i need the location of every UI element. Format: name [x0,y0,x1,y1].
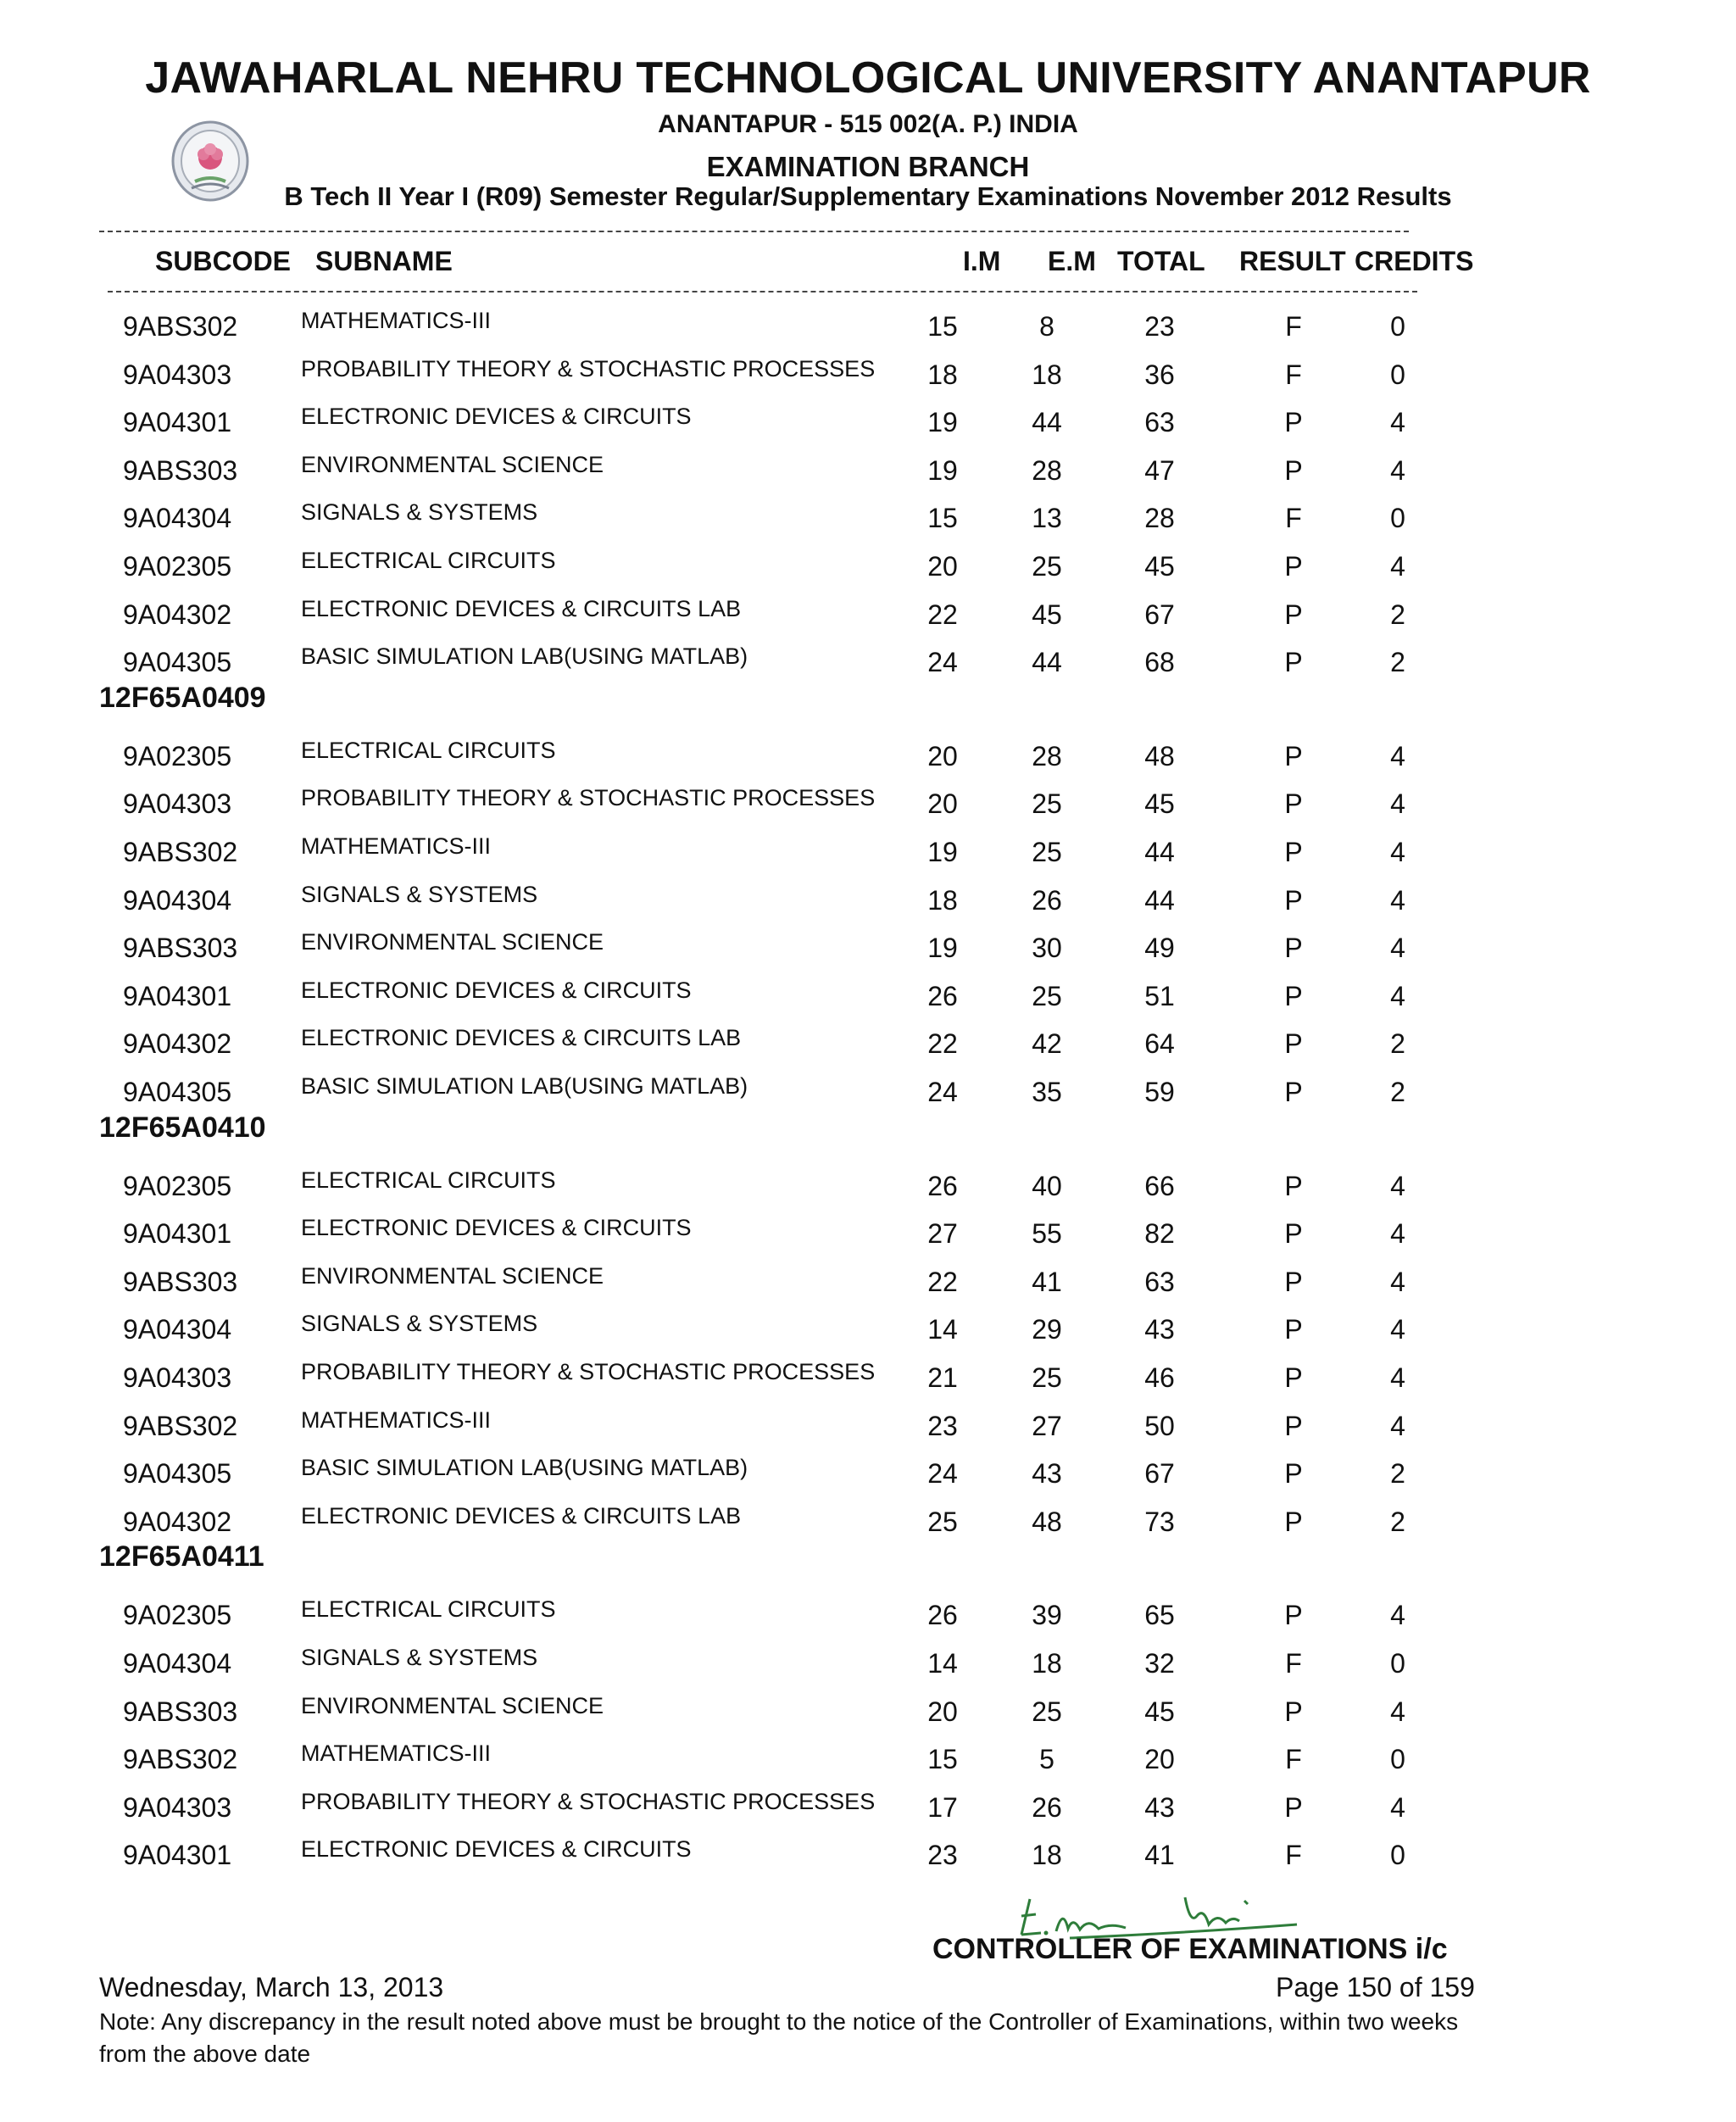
university-title: JAWAHARLAL NEHRU TECHNOLOGICAL UNIVERSITY ANANTAPUR [145,53,1591,103]
cell-em: 45 [1032,599,1062,630]
subject-name: BASIC SIMULATION LAB(USING MATLAB) [301,1455,748,1481]
cell-result: F [1285,1648,1302,1679]
cell-total: 59 [1144,1077,1175,1107]
student-id: 12F65A0409 [99,681,266,714]
cell-result: P [1284,647,1303,678]
subject-code: 9ABS302 [123,1410,238,1441]
cell-result: P [1284,1266,1303,1297]
student-id: 12F65A0411 [99,1540,264,1573]
subject-code: 9A04305 [123,1077,232,1107]
cell-im: 17 [927,1791,958,1823]
cell-result: P [1284,1600,1303,1631]
cell-result: P [1284,1791,1303,1823]
subject-name: ELECTRONIC DEVICES & CIRCUITS LAB [301,1025,742,1051]
subject-name: ELECTRONIC DEVICES & CIRCUITS [301,1836,692,1863]
cell-credits: 0 [1390,1840,1405,1871]
cell-im: 19 [927,454,958,486]
cell-im: 24 [927,647,958,678]
page-number: Page 150 of 159 [1276,1972,1475,2002]
cell-em: 28 [1032,740,1062,771]
cell-total: 36 [1144,359,1175,390]
subject-code: 9A04304 [123,503,232,534]
cell-credits: 4 [1390,454,1405,486]
cell-total: 64 [1144,1028,1175,1060]
cell-im: 15 [927,1744,958,1775]
cell-im: 23 [927,1410,958,1441]
cell-credits: 4 [1390,980,1405,1011]
cell-total: 23 [1144,311,1175,342]
cell-result: P [1284,1218,1303,1250]
cell-em: 25 [1032,551,1062,582]
cell-im: 25 [927,1506,958,1537]
cell-em: 18 [1032,1648,1062,1679]
subject-code: 9A04303 [123,1362,232,1393]
column-header-subcode: SUBCODE [155,246,292,276]
subject-name: SIGNALS & SYSTEMS [301,1311,538,1337]
column-header-em: E.M [1048,246,1096,276]
subject-name: MATHEMATICS-III [301,1740,491,1767]
cell-credits: 4 [1390,1410,1405,1441]
subject-name: ENVIRONMENTAL SCIENCE [301,929,604,955]
cell-em: 25 [1032,1696,1062,1727]
cell-em: 25 [1032,788,1062,820]
cell-total: 41 [1144,1840,1175,1871]
cell-total: 66 [1144,1170,1175,1201]
cell-result: F [1285,359,1302,390]
subject-code: 9A04303 [123,788,232,820]
cell-im: 19 [927,933,958,964]
cell-credits: 4 [1390,1314,1405,1345]
subject-code: 9ABS303 [123,933,238,964]
subject-name: ELECTRICAL CIRCUITS [301,737,556,763]
cell-em: 13 [1032,503,1062,534]
cell-result: P [1284,980,1303,1011]
cell-credits: 4 [1390,884,1405,916]
cell-em: 42 [1032,1028,1062,1060]
subject-code: 9A04304 [123,1314,232,1345]
cell-im: 26 [927,1600,958,1631]
cell-total: 47 [1144,454,1175,486]
cell-em: 26 [1032,884,1062,916]
student-id: 12F65A0410 [99,1111,266,1144]
cell-credits: 2 [1390,647,1405,678]
cell-result: P [1284,1170,1303,1201]
cell-total: 28 [1144,503,1175,534]
subject-name: ENVIRONMENTAL SCIENCE [301,1692,604,1718]
cell-em: 29 [1032,1314,1062,1345]
cell-im: 19 [927,837,958,867]
subject-name: ENVIRONMENTAL SCIENCE [301,451,604,477]
cell-im: 27 [927,1218,958,1250]
subject-name: ELECTRICAL CIRCUITS [301,548,556,573]
cell-total: 45 [1144,1696,1175,1727]
cell-em: 28 [1032,454,1062,486]
cell-im: 15 [927,311,958,342]
subject-name: MATHEMATICS-III [301,1406,491,1433]
cell-im: 24 [927,1458,958,1490]
cell-em: 35 [1032,1077,1062,1107]
cell-result: P [1284,1696,1303,1727]
cell-em: 40 [1032,1170,1062,1201]
cell-im: 20 [927,1696,958,1727]
cell-credits: 0 [1390,311,1405,342]
cell-im: 26 [927,980,958,1011]
cell-credits: 4 [1390,1218,1405,1250]
cell-credits: 2 [1390,1458,1405,1490]
subject-name: MATHEMATICS-III [301,308,491,333]
subject-code: 9A02305 [123,551,232,582]
cell-total: 45 [1144,551,1175,582]
cell-total: 44 [1144,884,1175,916]
cell-credits: 2 [1390,1506,1405,1537]
cell-em: 18 [1032,359,1062,390]
cell-em: 25 [1032,980,1062,1011]
cell-credits: 4 [1390,740,1405,771]
subject-code: 9ABS303 [123,1266,238,1297]
subject-name: PROBABILITY THEORY & STOCHASTIC PROCESSES [301,1359,876,1384]
cell-result: F [1285,1840,1302,1871]
subject-name: ENVIRONMENTAL SCIENCE [301,1262,604,1289]
subject-name: PROBABILITY THEORY & STOCHASTIC PROCESSES [301,785,876,811]
cell-im: 20 [927,551,958,582]
cell-total: 45 [1144,788,1175,820]
cell-credits: 0 [1390,1648,1405,1679]
cell-result: P [1284,454,1303,486]
cell-credits: 2 [1390,1077,1405,1107]
subject-code: 9A04301 [123,1218,232,1250]
cell-result: P [1284,740,1303,771]
cell-credits: 0 [1390,359,1405,390]
subject-name: SIGNALS & SYSTEMS [301,881,538,907]
cell-em: 26 [1032,1791,1062,1823]
column-header-subname: SUBNAME [315,246,453,276]
university-seal-icon [170,119,251,203]
subject-name: BASIC SIMULATION LAB(USING MATLAB) [301,1073,748,1099]
subject-name: ELECTRONIC DEVICES & CIRCUITS [301,977,692,1003]
cell-em: 5 [1039,1744,1054,1775]
cell-im: 14 [927,1314,958,1345]
cell-credits: 4 [1390,1266,1405,1297]
cell-credits: 4 [1390,551,1405,582]
cell-total: 73 [1144,1506,1175,1537]
subject-code: 9ABS303 [123,1696,238,1727]
cell-em: 44 [1032,407,1062,438]
cell-credits: 0 [1390,1744,1405,1775]
cell-total: 63 [1144,407,1175,438]
cell-result: P [1284,1506,1303,1537]
cell-im: 22 [927,1028,958,1060]
subject-code: 9A02305 [123,1170,232,1201]
cell-result: P [1284,1077,1303,1107]
report-date: Wednesday, March 13, 2013 [99,1972,444,2002]
cell-credits: 4 [1390,788,1405,820]
cell-total: 82 [1144,1218,1175,1250]
cell-result: P [1284,1458,1303,1490]
cell-credits: 4 [1390,1600,1405,1631]
cell-result: F [1285,503,1302,534]
subject-code: 9A02305 [123,740,232,771]
cell-total: 48 [1144,740,1175,771]
cell-im: 18 [927,359,958,390]
subject-name: SIGNALS & SYSTEMS [301,499,538,526]
cell-total: 50 [1144,1410,1175,1441]
cell-credits: 4 [1390,837,1405,867]
cell-credits: 4 [1390,1362,1405,1393]
cell-credits: 4 [1390,933,1405,964]
cell-im: 18 [927,884,958,916]
cell-result: F [1285,311,1302,342]
cell-result: F [1285,1744,1302,1775]
discrepancy-note: Note: Any discrepancy in the result noted above must be brought to the notice of the Controller of Examinations, within two weeks from the above date [99,2008,1459,2067]
subject-name: ELECTRICAL CIRCUITS [301,1167,556,1193]
subject-code: 9A04303 [123,1791,232,1823]
cell-im: 22 [927,1266,958,1297]
cell-em: 55 [1032,1218,1062,1250]
subject-code: 9A04301 [123,1840,232,1871]
column-header-result: RESULT [1239,246,1346,276]
subject-name: ELECTRONIC DEVICES & CIRCUITS LAB [301,1502,742,1529]
cell-result: P [1284,551,1303,582]
subject-code: 9A04305 [123,1458,232,1490]
cell-em: 27 [1032,1410,1062,1441]
cell-result: P [1284,1410,1303,1441]
cell-total: 67 [1144,1458,1175,1490]
cell-im: 24 [927,1077,958,1107]
cell-credits: 0 [1390,503,1405,534]
cell-credits: 2 [1390,1028,1405,1060]
cell-result: P [1284,884,1303,916]
cell-im: 20 [927,740,958,771]
cell-total: 68 [1144,647,1175,678]
cell-im: 21 [927,1362,958,1393]
controller-signature-label: CONTROLLER OF EXAMINATIONS i/c [932,1933,1448,1965]
subject-code: 9ABS302 [123,837,238,867]
cell-total: 63 [1144,1266,1175,1297]
cell-result: P [1284,1028,1303,1060]
column-header-im: I.M [963,246,1001,276]
subject-name: MATHEMATICS-III [301,833,491,859]
subject-code: 9A04301 [123,407,232,438]
cell-total: 51 [1144,980,1175,1011]
subject-code: 9A04304 [123,1648,232,1679]
subject-name: ELECTRONIC DEVICES & CIRCUITS [301,404,692,430]
cell-im: 20 [927,788,958,820]
subject-code: 9A04301 [123,980,232,1011]
branch-title: EXAMINATION BRANCH [706,151,1030,182]
exam-title: B Tech II Year I (R09) Semester Regular/Supplementary Examinations November 2012 Results [284,181,1452,211]
cell-result: P [1284,599,1303,630]
subject-code: 9ABS303 [123,454,238,486]
cell-em: 25 [1032,837,1062,867]
subject-name: PROBABILITY THEORY & STOCHASTIC PROCESSES [301,355,876,382]
cell-im: 19 [927,407,958,438]
subject-code: 9A04302 [123,1506,232,1537]
cell-im: 14 [927,1648,958,1679]
subject-name: PROBABILITY THEORY & STOCHASTIC PROCESSES [301,1788,876,1814]
cell-total: 65 [1144,1600,1175,1631]
subject-name: ELECTRICAL CIRCUITS [301,1596,556,1623]
address: ANANTAPUR - 515 002(A. P.) INDIA [658,110,1078,138]
cell-em: 48 [1032,1506,1062,1537]
cell-result: P [1284,837,1303,867]
subject-code: 9A04302 [123,1028,232,1060]
header-divider [108,291,1417,292]
cell-im: 23 [927,1840,958,1871]
cell-em: 44 [1032,647,1062,678]
subject-code: 9A04304 [123,884,232,916]
cell-total: 43 [1144,1314,1175,1345]
cell-total: 67 [1144,599,1175,630]
cell-total: 32 [1144,1648,1175,1679]
cell-total: 44 [1144,837,1175,867]
subject-name: SIGNALS & SYSTEMS [301,1645,538,1670]
subject-code: 9A04303 [123,359,232,390]
cell-total: 43 [1144,1791,1175,1823]
subject-code: 9A04302 [123,599,232,630]
cell-result: P [1284,933,1303,964]
subject-name: ELECTRONIC DEVICES & CIRCUITS [301,1215,692,1241]
cell-em: 25 [1032,1362,1062,1393]
column-header-total: TOTAL [1117,246,1205,276]
cell-credits: 2 [1390,599,1405,630]
cell-im: 26 [927,1170,958,1201]
top-divider [99,231,1409,232]
cell-em: 39 [1032,1600,1062,1631]
cell-em: 18 [1032,1840,1062,1871]
subject-code: 9A04305 [123,647,232,678]
cell-im: 22 [927,599,958,630]
cell-credits: 4 [1390,1170,1405,1201]
cell-credits: 4 [1390,407,1405,438]
subject-code: 9A02305 [123,1600,232,1631]
subject-code: 9ABS302 [123,1744,238,1775]
cell-credits: 4 [1390,1791,1405,1823]
cell-total: 49 [1144,933,1175,964]
cell-em: 8 [1039,311,1054,342]
cell-em: 30 [1032,933,1062,964]
cell-result: P [1284,407,1303,438]
cell-total: 46 [1144,1362,1175,1393]
cell-result: P [1284,1314,1303,1345]
cell-result: P [1284,788,1303,820]
column-header-credits: CREDITS [1355,246,1474,276]
subject-name: BASIC SIMULATION LAB(USING MATLAB) [301,643,748,670]
cell-credits: 4 [1390,1696,1405,1727]
cell-em: 41 [1032,1266,1062,1297]
cell-em: 43 [1032,1458,1062,1490]
cell-result: P [1284,1362,1303,1393]
cell-im: 15 [927,503,958,534]
cell-total: 20 [1144,1744,1175,1775]
subject-code: 9ABS302 [123,311,238,342]
subject-name: ELECTRONIC DEVICES & CIRCUITS LAB [301,595,742,621]
